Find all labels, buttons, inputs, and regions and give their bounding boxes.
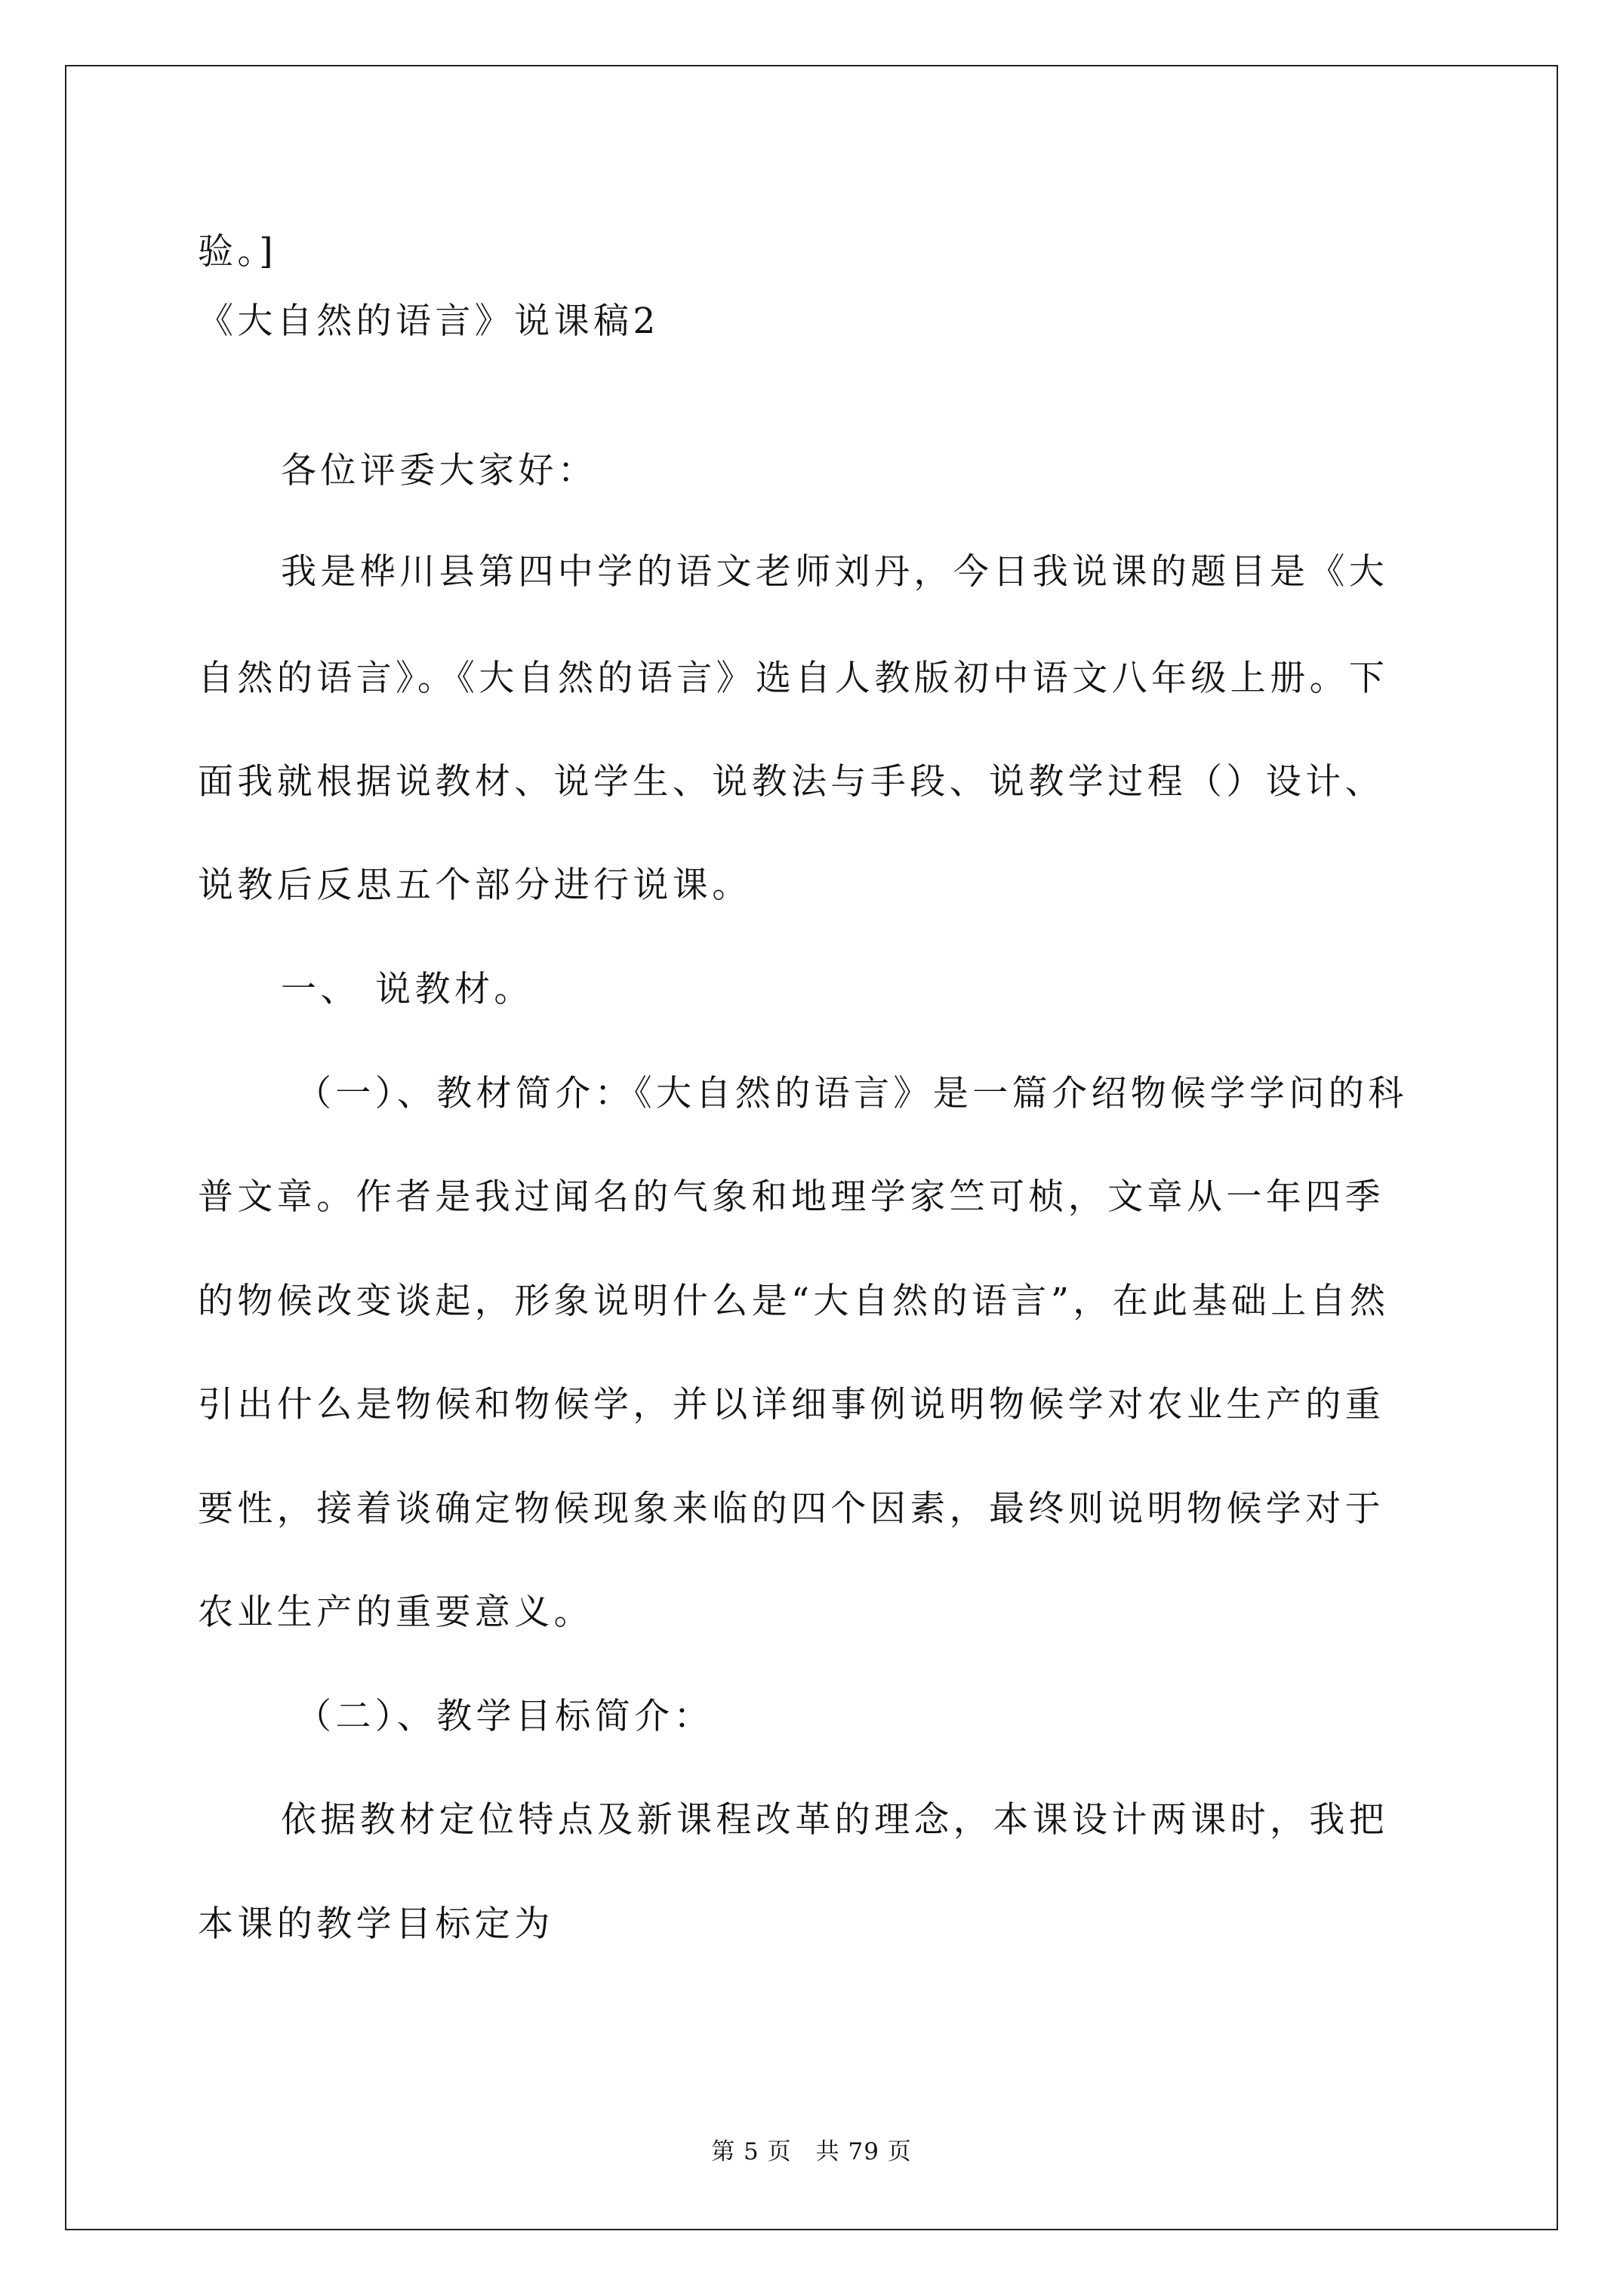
paragraph-line: （一）、教材简介：《大自然的语言》是一篇介绍物候学学问的科 (296, 1073, 1408, 1114)
body-line-continuation: 验。] (198, 231, 278, 273)
paragraph-line: 农业生产的重要意义。 (198, 1592, 593, 1633)
paragraph-line: 普文章。作者是我过闻名的气象和地理学家竺可桢，文章从一年四季 (198, 1176, 1384, 1218)
heading-teaching-material: 一、 说教材。 (281, 969, 534, 1010)
paragraph-line: 说教后反思五个部分进行说课。 (198, 864, 752, 906)
paragraph-line: 我是桦川县第四中学的语文老师刘丹，今日我说课的题目是《大 (281, 551, 1389, 593)
paragraph-line: 自然的语言》。《大自然的语言》选自人教版初中语文八年级上册。下 (198, 658, 1389, 699)
section-title: 《大自然的语言》说课稿2 (198, 300, 660, 342)
paragraph-line: 面我就根据说教材、说学生、说教法与手段、说教学过程（）设计、 (198, 761, 1384, 803)
greeting-line: 各位评委大家好： (281, 450, 598, 492)
page-number-footer: 第 5 页 共 79 页 (711, 2138, 912, 2165)
paragraph-line: 引出什么是物候和物候学，并以详细事例说明物候学对农业生产的重 (198, 1384, 1384, 1425)
paragraph-line: 依据教材定位特点及新课程改革的理念，本课设计两课时，我把 (281, 1799, 1389, 1841)
paragraph-line: 要性，接着谈确定物候现象来临的四个因素，最终则说明物候学对于 (198, 1488, 1384, 1530)
paragraph-line: 本课的教学目标定为 (198, 1903, 554, 1945)
subheading-teaching-goals: （二）、教学目标简介： (296, 1696, 713, 1737)
paragraph-line: 的物候改变谈起，形象说明什么是“大自然的语言”，在此基础上自然 (198, 1281, 1390, 1322)
